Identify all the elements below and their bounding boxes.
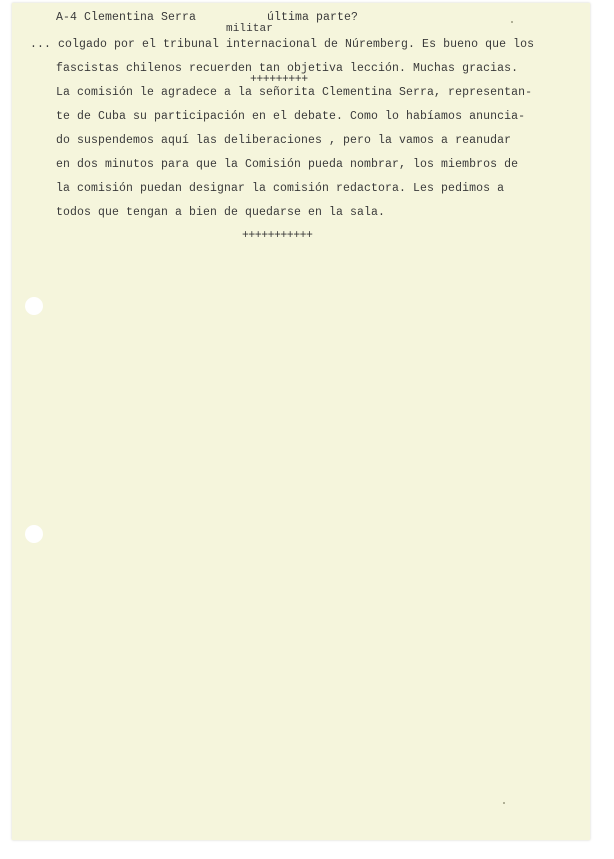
text-line: do suspendemos aquí las deliberaciones , pero la vamos a reanudar bbox=[56, 134, 512, 147]
text-line: La comisión le agradece a la señorita Clementina Serra, representan- bbox=[56, 86, 533, 99]
text-line: te de Cuba su participación en el debate. Como lo habíamos anuncia- bbox=[56, 110, 526, 123]
document-reference: A-4 Clementina Serra bbox=[56, 11, 197, 24]
handwritten-note: última parte? bbox=[267, 11, 359, 24]
text-line: fascistas chilenos recuerden tan objetiva lección. Muchas gracias. bbox=[56, 62, 519, 75]
paper-speck bbox=[511, 21, 513, 23]
end-marks: +++++++++++ bbox=[242, 229, 313, 242]
typed-page bbox=[12, 3, 590, 840]
text-line: en dos minutos para que la Comisión pueda nombrar, los miembros de bbox=[56, 158, 519, 171]
punch-hole bbox=[25, 297, 43, 315]
paper-speck bbox=[503, 802, 505, 804]
text-line: todos que tengan a bien de quedarse en la sala. bbox=[56, 206, 386, 219]
text-line: ... colgado por el tribunal internacional de Núremberg. Es bueno que los bbox=[30, 38, 535, 51]
insertion-word: militar bbox=[226, 23, 273, 35]
strikeout-marks: +++++++++ bbox=[250, 73, 308, 86]
text-line: la comisión puedan designar la comisión redactora. Les pedimos a bbox=[56, 182, 505, 195]
punch-hole bbox=[25, 525, 43, 543]
